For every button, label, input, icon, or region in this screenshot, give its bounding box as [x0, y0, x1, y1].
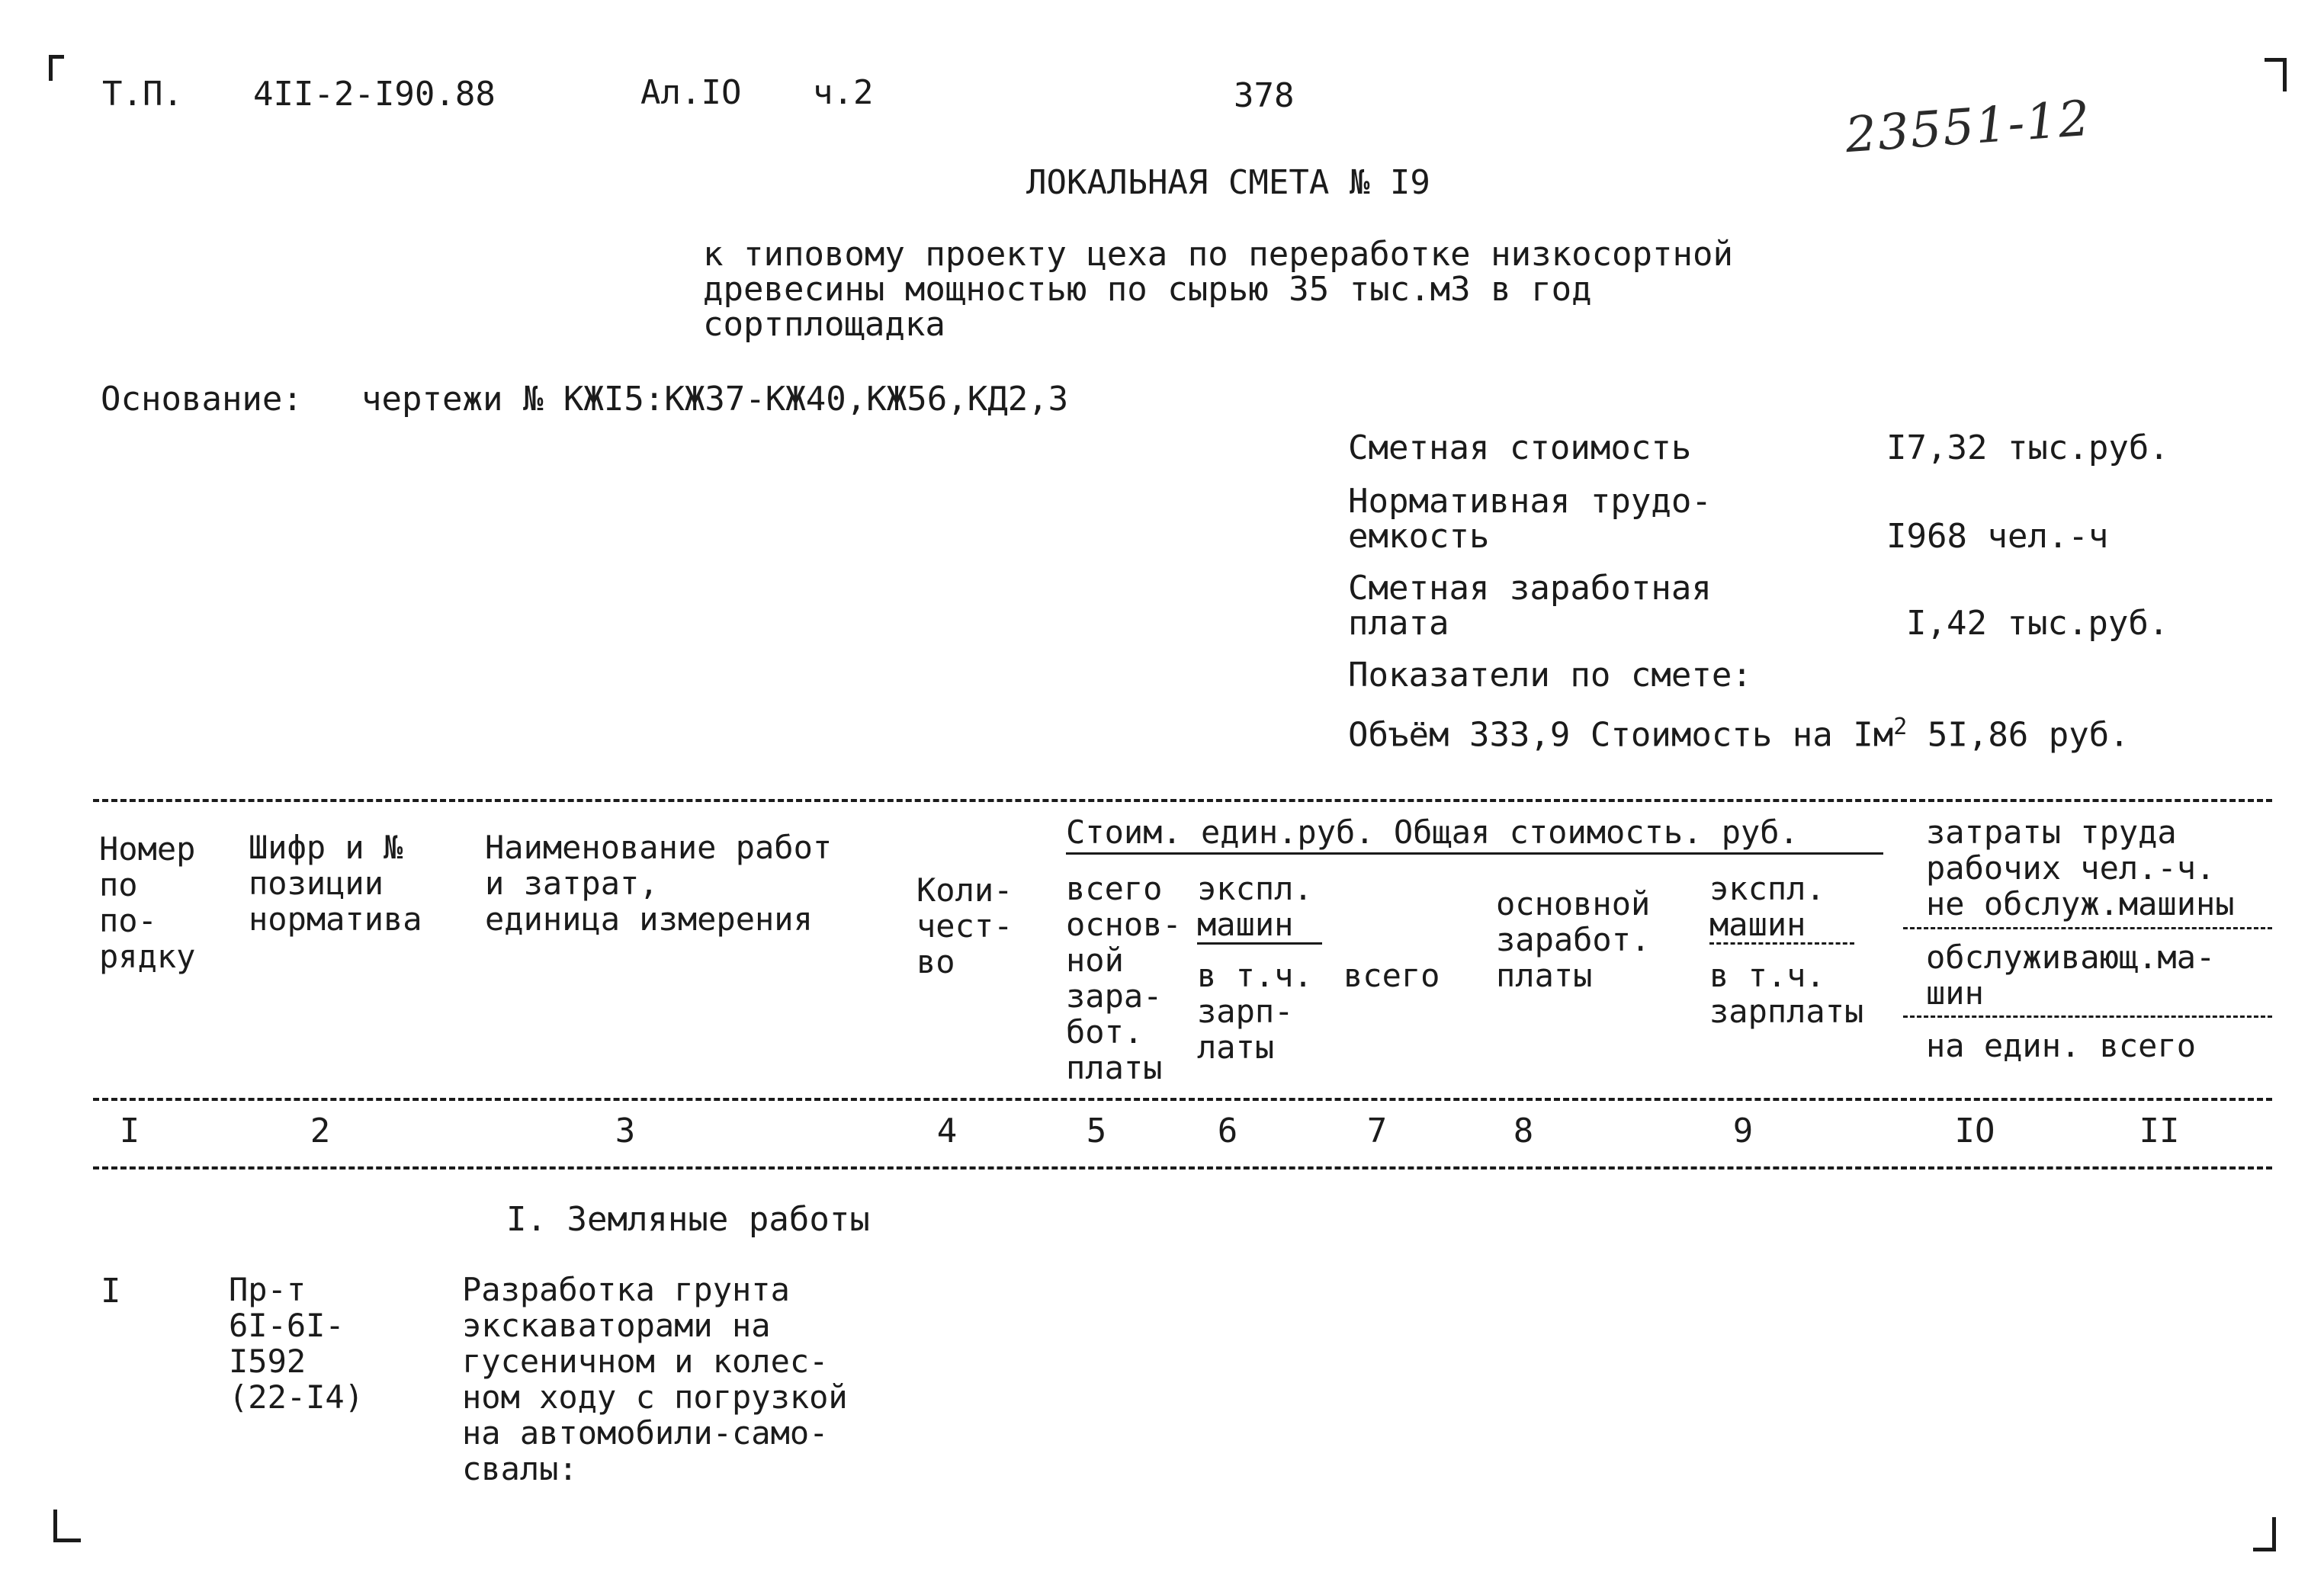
col-number-1: I	[119, 1112, 140, 1150]
col-number-4: 4	[936, 1112, 958, 1150]
table-numbers-rule	[93, 1166, 2272, 1169]
col-header-7: всего	[1343, 957, 1440, 994]
summary-wage-value: I,42 тыс.руб.	[1906, 604, 2169, 643]
col-header-6-underline	[1197, 942, 1322, 945]
col-header-code: Шифр и № позиции норматива	[249, 829, 422, 938]
col-header-labor-mid: обслуживающ.ма- шин	[1926, 938, 2216, 1012]
row-1-code: Пр-т 6I-6I- I592 (22-I4)	[229, 1271, 364, 1416]
col-number-10: IO	[1954, 1112, 1995, 1150]
summary-volume-label: Объём	[1348, 715, 1449, 755]
corner-mark-bottom-right	[2272, 1517, 2276, 1551]
summary-labor-value: I968 чел.-ч	[1886, 517, 2109, 556]
summary-indicators-label: Показатели по смете:	[1348, 656, 1752, 695]
col-header-quantity: Коли- чест- во	[916, 871, 1013, 980]
col-header-labor-bottom: на един. всего	[1926, 1027, 2197, 1064]
col-header-labor-rule-2	[1903, 1015, 2272, 1018]
summary-volume-line	[1348, 709, 2130, 754]
col-header-labor-rule-1	[1903, 927, 2272, 929]
summary-unit-cost-unit: Iм	[1853, 715, 1894, 755]
col-header-description: Наименование работ и затрат, единица измерения	[485, 829, 833, 938]
document-title: ЛОКАЛЬНАЯ СМЕТА № I9	[1026, 163, 1430, 202]
row-1-description: Разработка грунта экскаваторами на гусеничном и колес- ном ходу с погрузкой на автомобили-само- свалы:	[462, 1271, 848, 1487]
col-number-7: 7	[1366, 1112, 1388, 1150]
row-1-number: I	[101, 1272, 121, 1311]
col-group-cost: Стоим. един.руб. Общая стоимость. руб.	[1066, 813, 1799, 851]
col-number-5: 5	[1086, 1112, 1107, 1150]
col-header-6-bottom: в т.ч. зарп- латы	[1197, 957, 1313, 1066]
summary-unit-cost-label: Стоимость на	[1590, 715, 1833, 755]
col-number-9: 9	[1732, 1112, 1754, 1150]
summary-wage-label-2: плата	[1348, 604, 1449, 643]
col-number-6: 6	[1217, 1112, 1238, 1150]
handwritten-id: 23551-12	[1843, 90, 2093, 165]
summary-unit-cost-sup: 2	[1893, 714, 1908, 740]
summary-cost-label: Сметная стоимость	[1348, 428, 1692, 467]
summary-labor-label-2: емкость	[1348, 517, 1490, 556]
header-part: ч.2	[813, 73, 874, 112]
col-group-cost-underline	[1066, 852, 1883, 855]
basis-value: чертежи № КЖI5:КЖ37-КЖ40,КЖ56,КД2,3	[361, 380, 1069, 419]
summary-labor-label-1: Нормативная трудо-	[1348, 482, 1712, 521]
col-header-9-bottom: в т.ч. зарплаты	[1709, 957, 1864, 1030]
col-number-11: II	[2139, 1112, 2180, 1150]
col-header-9-top: экспл. машин	[1709, 870, 1825, 943]
table-top-rule	[93, 799, 2272, 802]
table-header-rule	[93, 1098, 2272, 1101]
summary-wage-label-1: Сметная заработная	[1348, 569, 1712, 608]
col-header-labor-top: затраты труда рабочих чел.-ч. не обслуж.машины	[1926, 813, 2235, 922]
page-number: 378	[1234, 76, 1295, 115]
basis-label: Основание:	[101, 380, 303, 419]
subtitle-line-1: к типовому проекту цеха по переработке низкосортной	[703, 235, 1734, 274]
col-header-5: всего основ- ной зара- бот. платы	[1066, 870, 1182, 1086]
summary-cost-value: I7,32 тыс.руб.	[1886, 428, 2169, 467]
header-tp: Т.П.	[102, 75, 183, 114]
subtitle-line-3: сортплощадка	[703, 305, 945, 344]
header-project-code: 4II-2-I90.88	[253, 75, 496, 114]
corner-mark-top-left-h	[49, 55, 64, 59]
header-album: Ал.IO	[640, 73, 742, 112]
col-header-8: основной заработ. платы	[1496, 885, 1651, 994]
summary-unit-cost-value: 5I,86 руб.	[1927, 715, 2130, 755]
col-header-6-top: экспл. машин	[1197, 870, 1313, 943]
corner-mark-top-right	[2283, 58, 2287, 91]
corner-mark-bottom-right-h	[2253, 1548, 2276, 1551]
summary-volume-value: 333,9	[1469, 715, 1571, 755]
col-number-2: 2	[310, 1112, 331, 1150]
corner-mark-bottom-left-h	[53, 1538, 81, 1542]
subtitle-line-2: древесины мощностью по сырью 35 тыс.м3 в год	[703, 270, 1592, 309]
section-title: I. Земляные работы	[506, 1200, 870, 1239]
col-header-number: Номер по по- рядку	[99, 830, 196, 975]
corner-mark-top-left	[49, 55, 53, 81]
corner-mark-bottom-left	[53, 1510, 57, 1542]
col-number-8: 8	[1513, 1112, 1534, 1150]
corner-mark-top-right-h	[2265, 58, 2286, 62]
col-number-3: 3	[615, 1112, 636, 1150]
col-header-9-underline	[1709, 942, 1854, 945]
